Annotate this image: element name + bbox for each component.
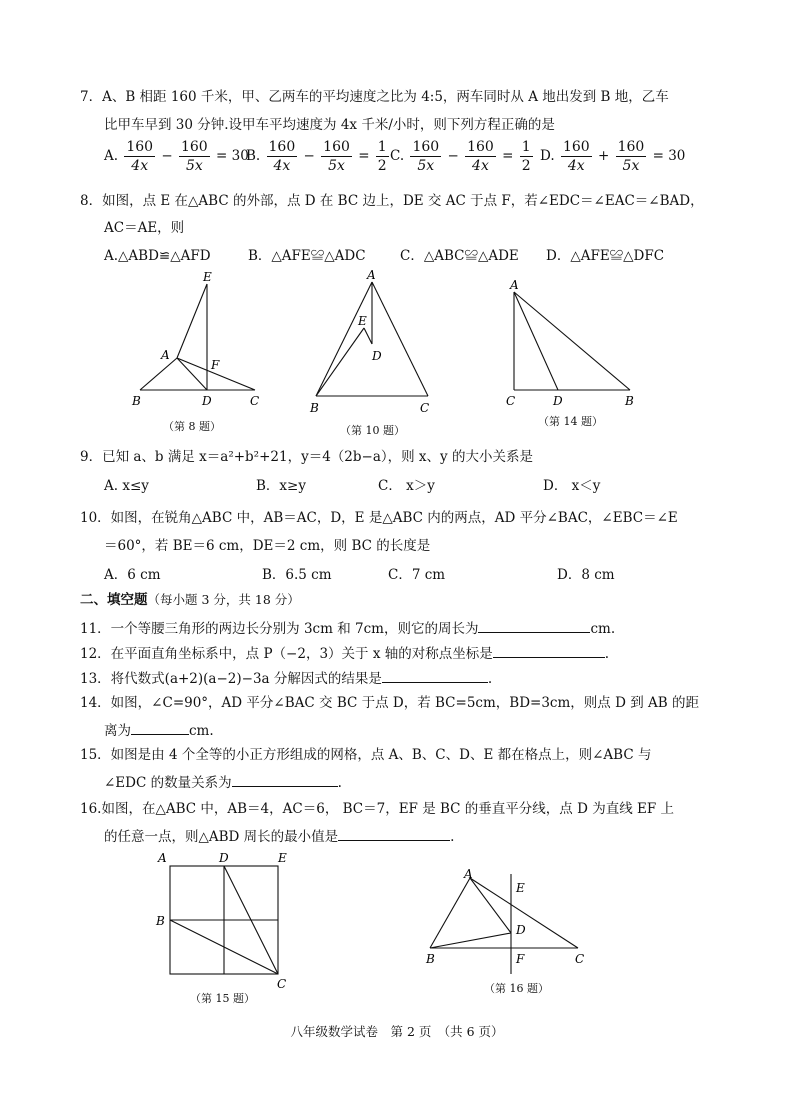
figure-16 <box>420 862 592 980</box>
fig15-label-b: B <box>156 914 165 928</box>
fig10-caption: （第 10 题） <box>340 424 405 437</box>
figure-8 <box>125 268 270 408</box>
q9-option-b: B．x≥y <box>256 478 306 494</box>
figure-14 <box>502 276 647 411</box>
q9-option-a: A. x≤y <box>104 478 149 494</box>
q8-option-d: D．△AFE≌△DFC <box>546 248 665 264</box>
q15-answer-blank[interactable] <box>232 772 338 787</box>
fig15-caption: （第 15 题） <box>190 992 255 1005</box>
section-2-note: （每小题 3 分，共 18 分） <box>147 592 300 607</box>
fig14-caption: （第 14 题） <box>538 415 603 428</box>
fig15-label-c: C <box>277 977 287 991</box>
q8-option-a: A.△ABD≌△AFD <box>104 248 211 264</box>
fig16-label-a: A <box>464 867 473 881</box>
q7-line2: 比甲车早到 30 分钟.设甲车平均速度为 4x 千米/小时，则下列方程正确的是 <box>104 117 555 133</box>
q13: 13．将代数式(a+2)(a−2)−3a 分解因式的结果是 . <box>80 668 492 688</box>
q10-option-c: C．7 cm <box>388 567 446 583</box>
fig8-label-e: E <box>203 270 212 284</box>
fig8-label-c: C <box>250 394 260 408</box>
fig14-label-c: C <box>506 394 516 408</box>
q9-line1: 9．已知 a、b 满足 x＝a²+b²+21，y＝4（2b−a），则 x、y 的大小关系是 <box>80 449 533 465</box>
q14-line1: 14．如图，∠C=90°，AD 平分∠BAC 交 BC 于点 D，若 BC=5cm，BD=3cm，则点 D 到 AB 的距 <box>80 695 699 711</box>
fig14-label-d: D <box>553 394 563 408</box>
q8-line1: 8．如图，点 E 在△ABC 的外部，点 D 在 BC 边上，DE 交 AC 于点 F，若∠EDC＝∠EAC＝∠BAD， <box>80 193 704 209</box>
q12-answer-blank[interactable] <box>493 643 605 658</box>
q10-option-d: D．8 cm <box>557 567 615 583</box>
q10-line1: 10．如图，在锐角△ABC 中，AB＝AC，D，E 是△ABC 内的两点，AD 平分∠BAC，∠EBC＝∠E <box>80 510 678 526</box>
fig15-label-a: A <box>158 851 167 865</box>
fig10-label-a: A <box>367 268 376 282</box>
fig10-label-d: D <box>372 349 382 363</box>
fig15-label-d: D <box>219 851 229 865</box>
fig8-label-b: B <box>132 394 141 408</box>
fig16-caption: （第 16 题） <box>484 982 549 995</box>
q7-option-d: D. $\frac{160}{4x}$ + $\frac{160}{5x}$ = 30 <box>540 139 686 174</box>
q16-line2: 的任意一点，则△ABD 周长的最小值是 . <box>104 826 454 846</box>
section-2-title: 二、填空题 <box>80 592 148 608</box>
section-2-heading <box>80 591 300 609</box>
q14-answer-blank[interactable] <box>131 720 189 735</box>
q7-option-c: C. $\frac{160}{5x}$ − $\frac{160}{4x}$ = $\frac{1}{2}$ <box>390 139 531 174</box>
q16-answer-blank[interactable] <box>338 826 450 841</box>
figure-15 <box>150 848 298 996</box>
fig14-label-a: A <box>510 278 519 292</box>
fig10-label-b: B <box>310 401 319 415</box>
q13-answer-blank[interactable] <box>382 668 488 683</box>
fig15-label-e: E <box>278 851 287 865</box>
figure-10 <box>306 266 441 416</box>
q7-option-a: A. $\frac{160}{4x}$ − $\frac{160}{5x}$ = 30 <box>104 139 249 174</box>
fig10-label-c: C <box>420 401 430 415</box>
q9-option-c: C． x＞y <box>378 478 435 494</box>
fig16-label-b: B <box>426 952 435 966</box>
q14-line2: 离为 cm. <box>104 720 214 740</box>
fig10-label-e: E <box>358 314 367 328</box>
q8-option-b: B．△AFE≌△ADC <box>248 248 366 264</box>
fig16-label-c: C <box>575 952 585 966</box>
fig14-label-b: B <box>625 394 634 408</box>
q7-option-b: B. $\frac{160}{4x}$ − $\frac{160}{5x}$ = $\frac{1}{2}$ <box>246 139 387 174</box>
fig8-caption: （第 8 题） <box>163 420 221 433</box>
q8-option-c: C．△ABC≌△ADE <box>400 248 519 264</box>
q10-line2: ＝60°，若 BE＝6 cm，DE＝2 cm，则 BC 的长度是 <box>104 538 431 554</box>
q10-option-b: B．6.5 cm <box>262 567 332 583</box>
q8-line2: AC＝AE，则 <box>104 220 185 236</box>
q7-line1: 7．A、B 相距 160 千米，甲、乙两车的平均速度之比为 4:5，两车同时从 A 地出发到 B 地，乙车 <box>80 89 669 105</box>
q16-line1: 16.如图，在△ABC 中，AB＝4，AC＝6， BC＝7，EF 是 BC 的垂直平分线，点 D 为直线 EF 上 <box>80 801 675 817</box>
fig8-label-a: A <box>161 348 170 362</box>
q11-answer-blank[interactable] <box>478 618 590 633</box>
q9-option-d: D． x＜y <box>543 478 601 494</box>
fig16-label-e: E <box>516 881 525 895</box>
q12: 12．在平面直角坐标系中，点 P（−2，3）关于 x 轴的对称点坐标是 . <box>80 643 609 663</box>
q11: 11．一个等腰三角形的两边长分别为 3cm 和 7cm，则它的周长为 cm. <box>80 618 615 638</box>
page-footer: 八年级数学试卷 第 2 页 （共 6 页） <box>290 1024 504 1039</box>
q15-line1: 15．如图是由 4 个全等的小正方形组成的网格，点 A、B、C、D、E 都在格点上，则∠ABC 与 <box>80 747 652 763</box>
fig16-label-d: D <box>516 923 526 937</box>
fig16-label-f: F <box>516 952 525 966</box>
fig8-label-d: D <box>202 394 212 408</box>
fig8-label-f: F <box>211 358 220 372</box>
q15-line2: ∠EDC 的数量关系为 . <box>104 772 342 792</box>
q10-option-a: A．6 cm <box>104 567 161 583</box>
